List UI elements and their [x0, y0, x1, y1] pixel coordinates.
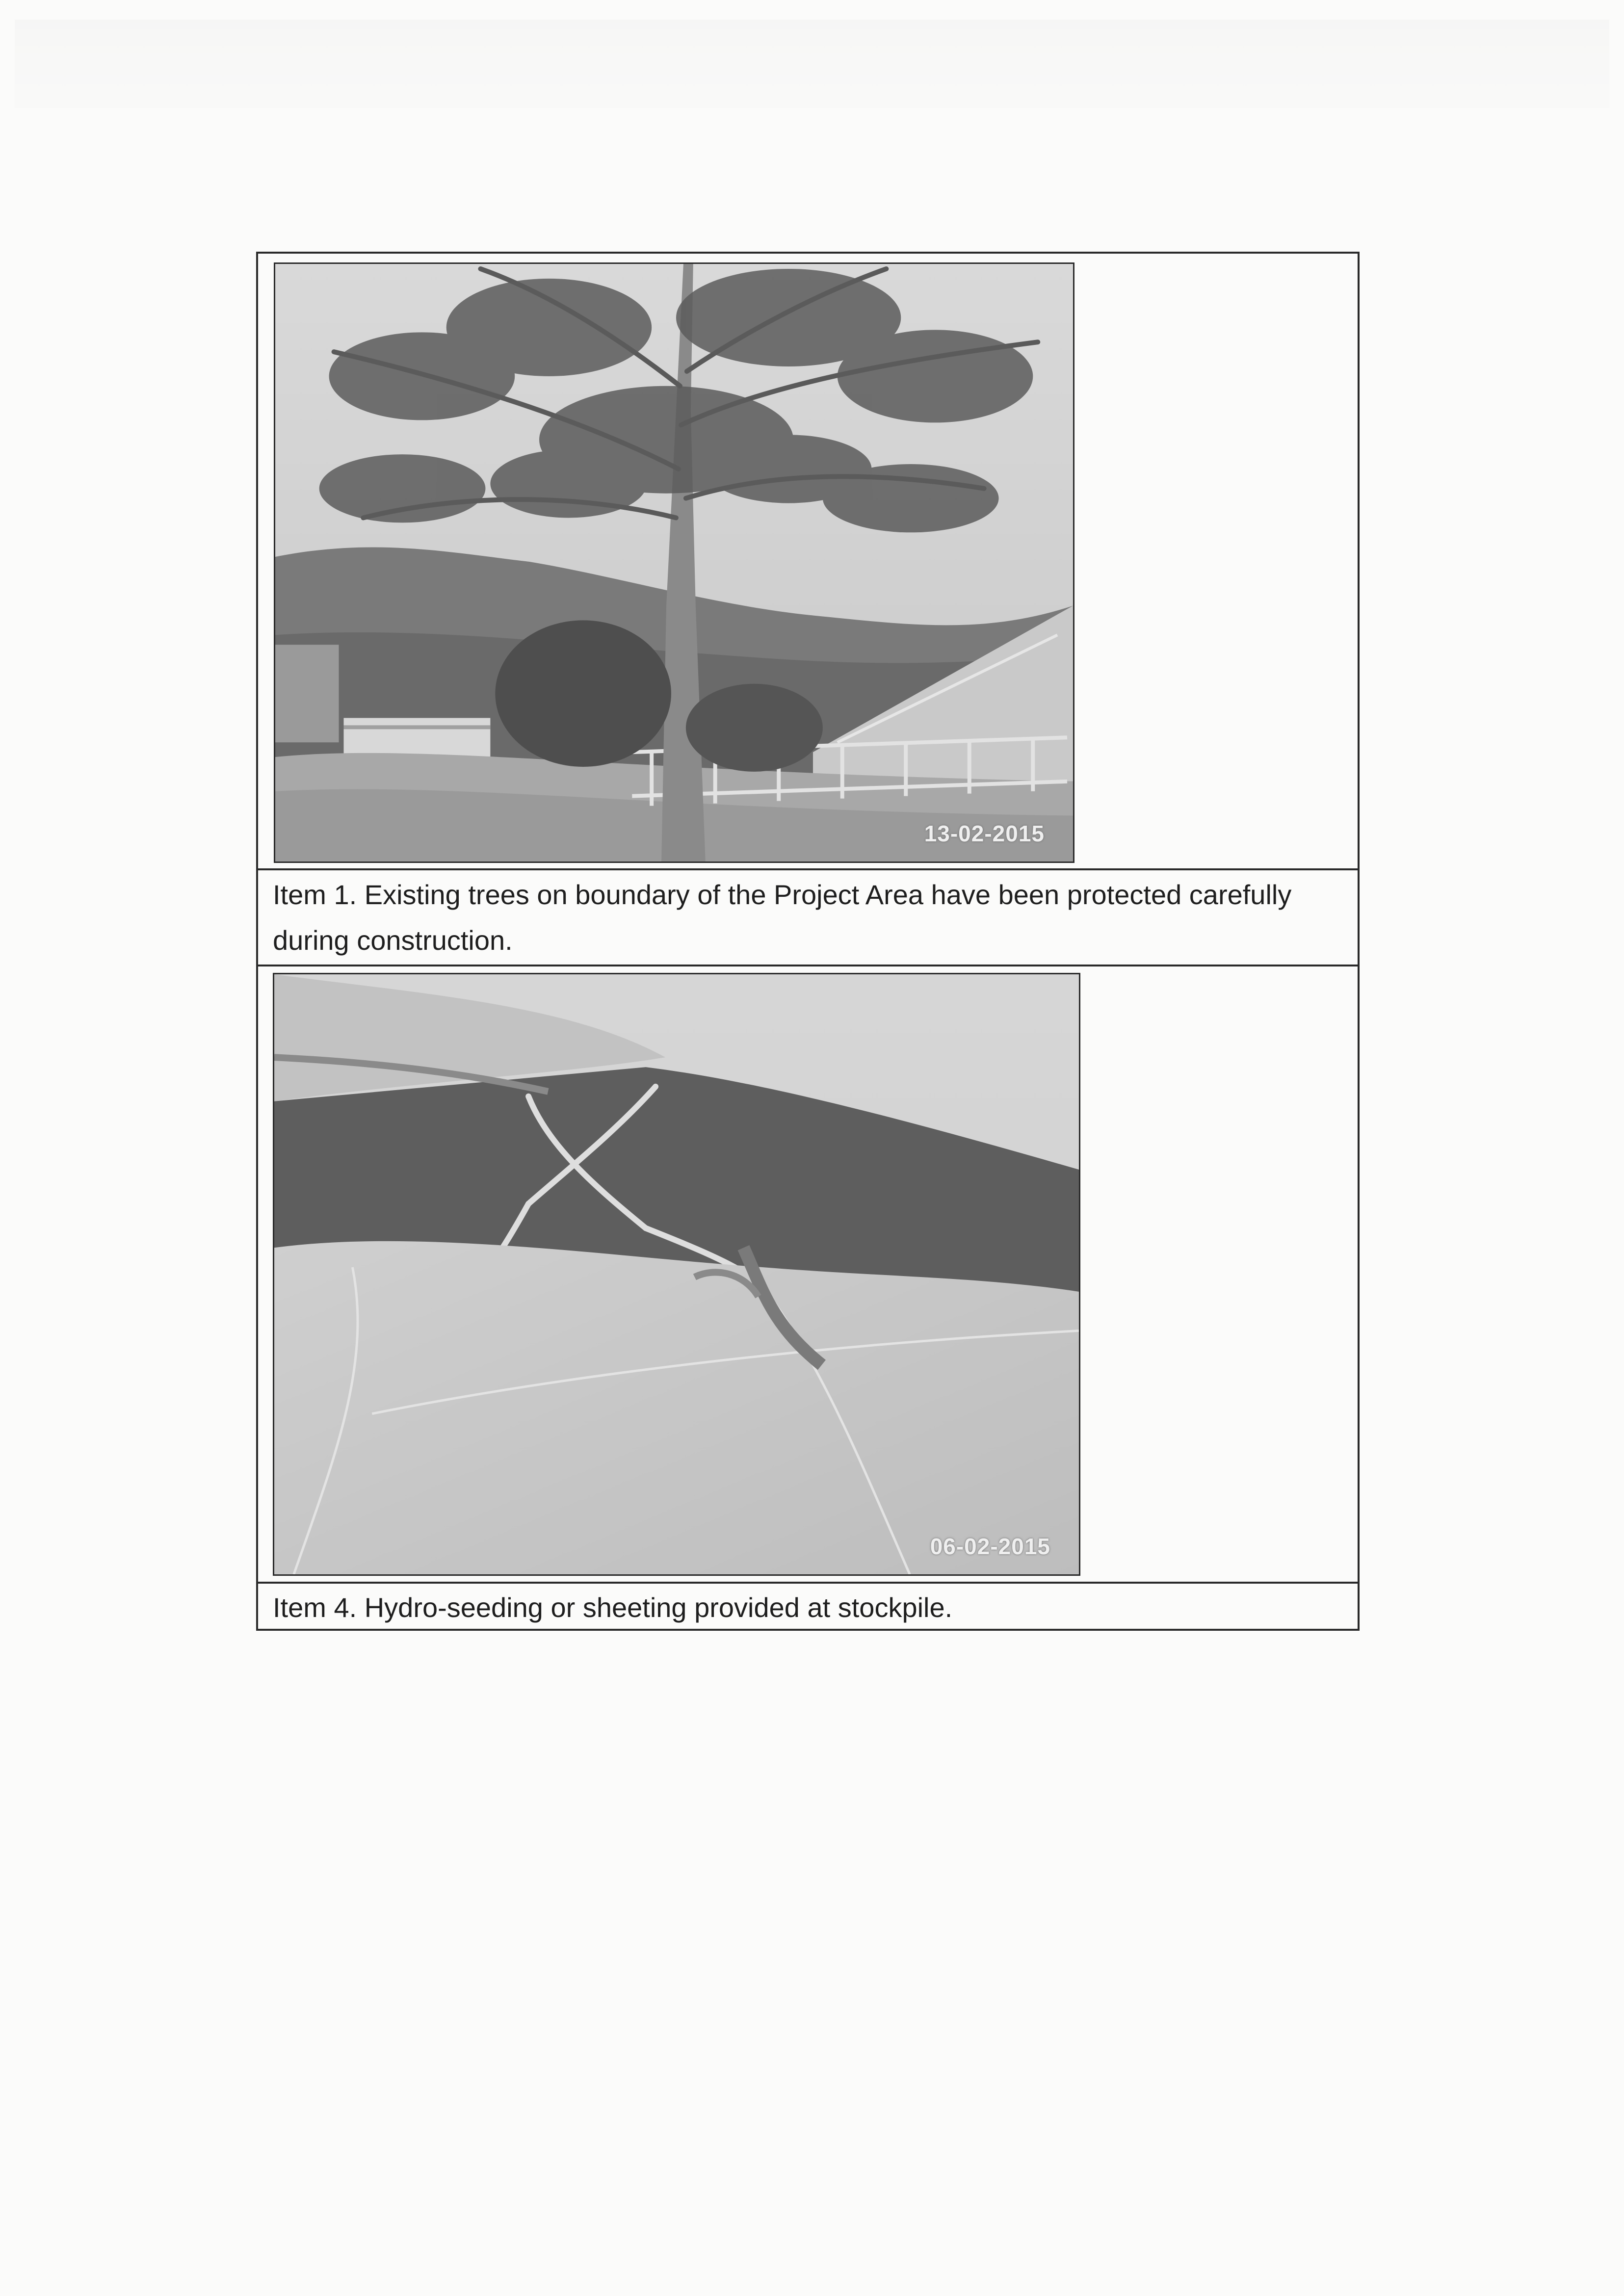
photo-record-table [256, 252, 1360, 1631]
scan-header-artifact [15, 20, 1609, 108]
photo-item-4 [273, 973, 1080, 1576]
table-divider [258, 1582, 1358, 1584]
table-divider [258, 965, 1358, 966]
photo-date-stamp: 13-02-2015 [924, 821, 1045, 846]
caption-item-4: Item 4. Hydro-seeding or sheeting provided at stockpile. [273, 1592, 953, 1623]
photo-item-1 [274, 262, 1074, 863]
table-divider [258, 868, 1358, 870]
caption-item-1: Item 1. Existing trees on boundary of the Project Area have been protected carefully during construction. [273, 879, 1292, 956]
photo-date-stamp: 06-02-2015 [930, 1534, 1050, 1559]
